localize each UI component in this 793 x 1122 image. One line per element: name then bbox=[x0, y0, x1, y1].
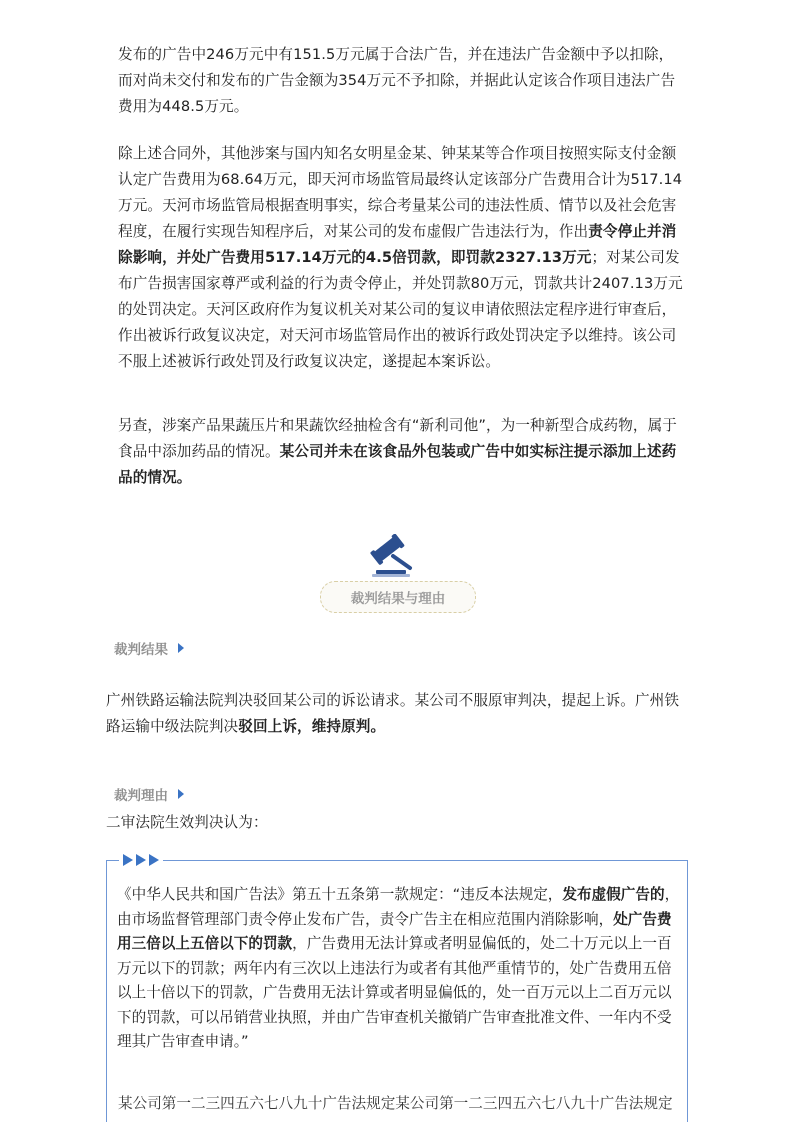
reason-intro bbox=[106, 810, 691, 836]
law-quote-bold-1: 发布虚假广告的 bbox=[562, 886, 665, 903]
law-quote-part-1: 《中华人民共和国广告法》第五十五条第一款规定：“违反本法规定， bbox=[117, 886, 563, 903]
paragraph-ad-amount bbox=[118, 42, 683, 120]
reason-intro-text: 二审法院生效判决认为： bbox=[106, 814, 268, 831]
law-quote-text bbox=[117, 883, 682, 1055]
paragraph-penalty-facts bbox=[118, 141, 683, 375]
law-quote-part-3: ，广告费用无法计算或者明显偏低的，处二十万元以上一百万元以下的罚款；两年内有三次以上违法行为或者有其他严重情节的，处广告费用五倍以上十倍以下的罚款，广告费用无法计算或者明显偏低的，处一百万元以上二百万元以下的罚款，可以吊销营业执照，并由广告审查机关撤销广告审查批准文件、一年内不受理其广告审查申请。” bbox=[117, 935, 672, 1050]
penalty-facts-text-2: ；对某公司发布广告损害国家尊严或利益的行为责令停止，并处罚款80万元，罚款共计2407.13万元的处罚决定。天河区政府作为复议机关对某公司的复议申请依照法定程序进行审查后，作出被诉行政复议决定，对天河市场监管局作出的被诉行政处罚决定予以维持。该公司不服上述被诉行政处罚及行政复议决定，遂提起本案诉讼。 bbox=[118, 249, 683, 370]
reason-heading-label: 裁判理由 bbox=[114, 788, 168, 804]
judgment-result-text: 广州铁路运输法院判决驳回某公司的诉讼请求。某公司不服原审判决，提起上诉。广州铁路运输中级法院判决 bbox=[106, 692, 680, 735]
triple-arrow-icon bbox=[119, 854, 163, 866]
law-quote-bold-2: 处广告费用三倍以上五倍以下的罚款 bbox=[117, 910, 672, 952]
law-quote-box bbox=[106, 860, 688, 1122]
penalty-facts-text-1: 除上述合同外，其他涉案与国内知名女明星金某、钟某某等合作项目按照实际支付金额认定广告费用为68.64万元，即天河市场监管局最终认定该部分广告费用合计为517.14万元。天河市场监管局根据查明事实，综合考量某公司的违法性质、情节以及社会危害程度，在履行实现告知程序后，对某公司的发布虚假广告违法行为，作出 bbox=[118, 145, 683, 240]
judgment-result-bold: 驳回上诉，维持原判。 bbox=[238, 718, 386, 735]
drug-finding-text: 另查，涉案产品果蔬压片和果蔬饮经抽检含有“新利司他”，为一种新型合成药物，属于食品中添加药品的情况。 bbox=[118, 417, 677, 460]
cut-off-next-paragraph bbox=[118, 1084, 681, 1122]
law-quote-part-2: ，由市场监督管理部门责令停止发布广告，责令广告主在相应范围内消除影响， bbox=[117, 886, 680, 928]
gavel-icon bbox=[366, 534, 426, 578]
triangle-right-icon bbox=[178, 643, 184, 653]
result-heading-label: 裁判结果 bbox=[114, 642, 168, 658]
cut-off-text: 某公司第一二三四五六七八九十广告法规定某公司第一二三四五六七八九十广告法规定 bbox=[118, 1095, 673, 1112]
reason-heading bbox=[114, 784, 184, 804]
penalty-facts-bold: 责令停止并消除影响，并处广告费用517.14万元的4.5倍罚款，即罚款2327.13万元 bbox=[118, 223, 677, 266]
paragraph-drug-finding bbox=[118, 413, 683, 491]
drug-finding-bold: 某公司并未在该食品外包装或广告中如实标注提示添加上述药品的情况。 bbox=[118, 443, 677, 486]
triangle-right-icon bbox=[178, 789, 184, 799]
section-banner bbox=[320, 581, 476, 613]
paragraph-judgment-result bbox=[106, 688, 691, 740]
result-heading bbox=[114, 638, 184, 658]
section-banner-label: 裁判结果与理由 bbox=[350, 591, 446, 607]
paragraph-ad-amount-text: 发布的广告中246万元中有151.5万元属于合法广告，并在违法广告金额中予以扣除，而对尚未交付和发布的广告金额为354万元不予扣除，并据此认定该合作项目违法广告费用为448.5万元。 bbox=[118, 46, 676, 115]
